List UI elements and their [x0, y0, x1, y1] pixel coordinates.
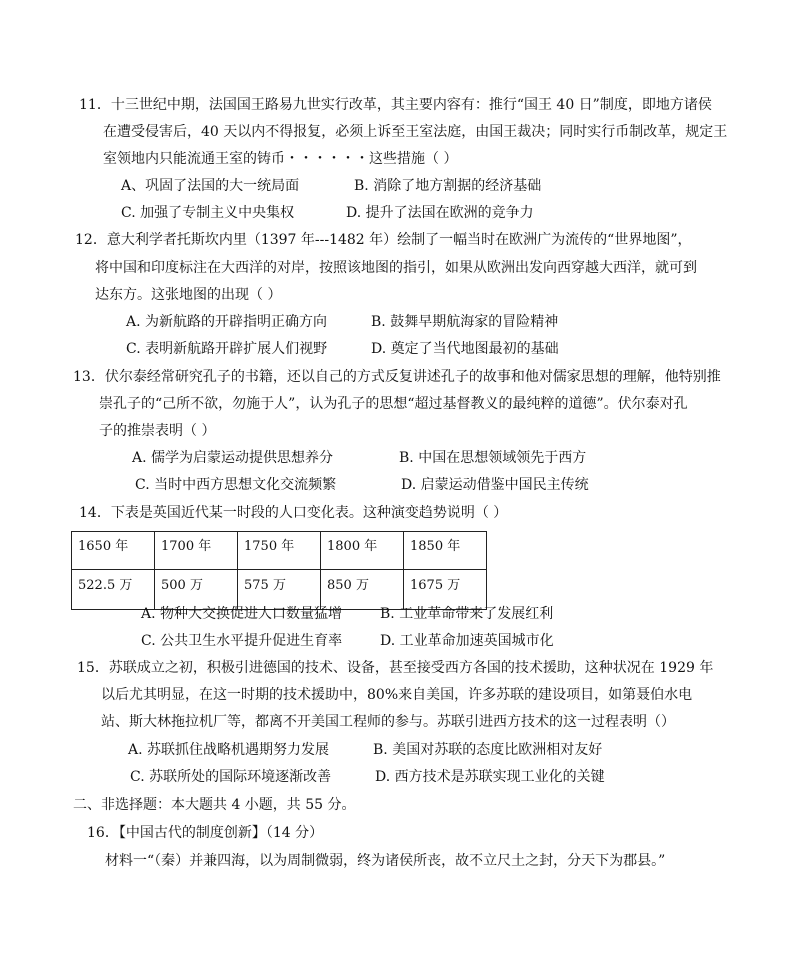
population-cell: 500 万 [155, 570, 238, 610]
year-cell: 1850 年 [404, 532, 487, 570]
q12-option-a: A. 为新航路的开辟指明正确方向 [126, 314, 328, 330]
year-cell: 1700 年 [155, 532, 238, 570]
population-cell: 522.5 万 [72, 570, 155, 610]
q12-stem-line-1: 12．意大利学者托斯坎内里（1397 年---1482 年）绘制了一幅当时在欧洲广为流传的“世界地图”， [75, 232, 692, 248]
q11-option-c: C. 加强了专制主义中央集权 [121, 205, 295, 221]
population-table-year-row [72, 532, 487, 570]
q13-stem-line-3: 子的推崇表明（ ） [99, 423, 216, 439]
population-cell: 1675 万 [404, 570, 487, 610]
q11-option-d: D. 提升了法国在欧洲的竞争力 [346, 205, 534, 221]
q15-option-c: C. 苏联所处的国际环境逐渐改善 [130, 769, 332, 785]
q12-stem-line-2: 将中国和印度标注在大西洋的对岸，按照该地图的指引，如果从欧洲出发向西穿越大西洋，就可到 [95, 260, 697, 276]
q13-option-d: D. 启蒙运动借鉴中国民主传统 [401, 477, 589, 493]
q14-stem-line-1: 14．下表是英国近代某一时段的人口变化表。这种演变趋势说明（ ） [79, 505, 508, 521]
q15-option-b: B. 美国对苏联的态度比欧洲相对友好 [373, 742, 603, 758]
q13-option-c: C. 当时中西方思想文化交流频繁 [135, 477, 337, 493]
year-cell: 1800 年 [321, 532, 404, 570]
q11-option-a: A、巩固了法国的大一统局面 [121, 178, 300, 194]
q12-option-d: D. 奠定了当代地图最初的基础 [371, 341, 559, 357]
q16-material-1: 材料一“（秦）并兼四海，以为周制微弱，终为诸侯所丧，故不立尺土之封，分天下为郡县。” [105, 853, 666, 869]
q12-option-c: C. 表明新航路开辟扩展人们视野 [126, 341, 328, 357]
section-heading: 二、非选择题：本大题共 4 小题，共 55 分。 [73, 797, 356, 813]
population-cell: 850 万 [321, 570, 404, 610]
year-cell: 1750 年 [238, 532, 321, 570]
q14-option-d: D. 工业革命加速英国城市化 [380, 633, 554, 649]
q15-option-a: A. 苏联抓住战略机遇期努力发展 [128, 742, 330, 758]
q15-stem-line-1: 15．苏联成立之初，积极引进德国的技术、设备，甚至接受西方各国的技术援助，这种状况在 1929 年 [77, 660, 714, 676]
q11-option-b: B. 消除了地方割据的经济基础 [354, 178, 542, 194]
population-cell: 575 万 [238, 570, 321, 610]
q12-stem-line-3: 达东方。这张地图的出现（ ） [95, 287, 282, 303]
q13-option-a: A. 儒学为启蒙运动提供思想养分 [132, 450, 334, 466]
q13-option-b: B. 中国在思想领域领先于西方 [399, 450, 587, 466]
q16-title: 16．【中国古代的制度创新】（14 分） [87, 825, 324, 841]
q15-option-d: D. 西方技术是苏联实现工业化的关键 [375, 769, 605, 785]
q11-stem-line-2: 在遭受侵害后，40 天以内不得报复，必须上诉至王室法庭，由国王裁决；同时实行币制改革，规定王 [103, 124, 728, 140]
year-cell: 1650 年 [72, 532, 155, 570]
q11-stem-line-1: 11．十三世纪中期，法国国王路易九世实行改革，其主要内容有：推行“国王 40 日”制度，即地方诸侯 [79, 97, 712, 113]
population-table [71, 531, 487, 610]
q14-option-a: A. 物种大交换促进人口数量猛增 [141, 606, 343, 622]
q15-stem-line-3: 站、斯大林拖拉机厂等，都离不开美国工程师的参与。苏联引进西方技术的这一过程表明（） [101, 714, 675, 730]
q14-option-b: B. 工业革命带来了发展红利 [380, 606, 554, 622]
q12-option-b: B. 鼓舞早期航海家的冒险精神 [371, 314, 559, 330]
q13-stem-line-1: 13．伏尔泰经常研究孔子的书籍，还以自己的方式反复讲述孔子的故事和他对儒家思想的理解，他特别推 [73, 369, 721, 385]
q13-stem-line-2: 崇孔子的“己所不欲，勿施于人”，认为孔子的思想“超过基督教义的最纯粹的道德”。伏尔泰对孔 [99, 396, 688, 412]
q14-option-c: C. 公共卫生水平提升促进生育率 [141, 633, 343, 649]
q15-stem-line-2: 以后尤其明显，在这一时期的技术援助中，80%来自美国，许多苏联的建设项目，如第聂伯水电 [101, 687, 693, 703]
q11-stem-line-3: 室领地内只能流通王室的铸币・・・・・・这些措施（ ） [103, 151, 458, 167]
